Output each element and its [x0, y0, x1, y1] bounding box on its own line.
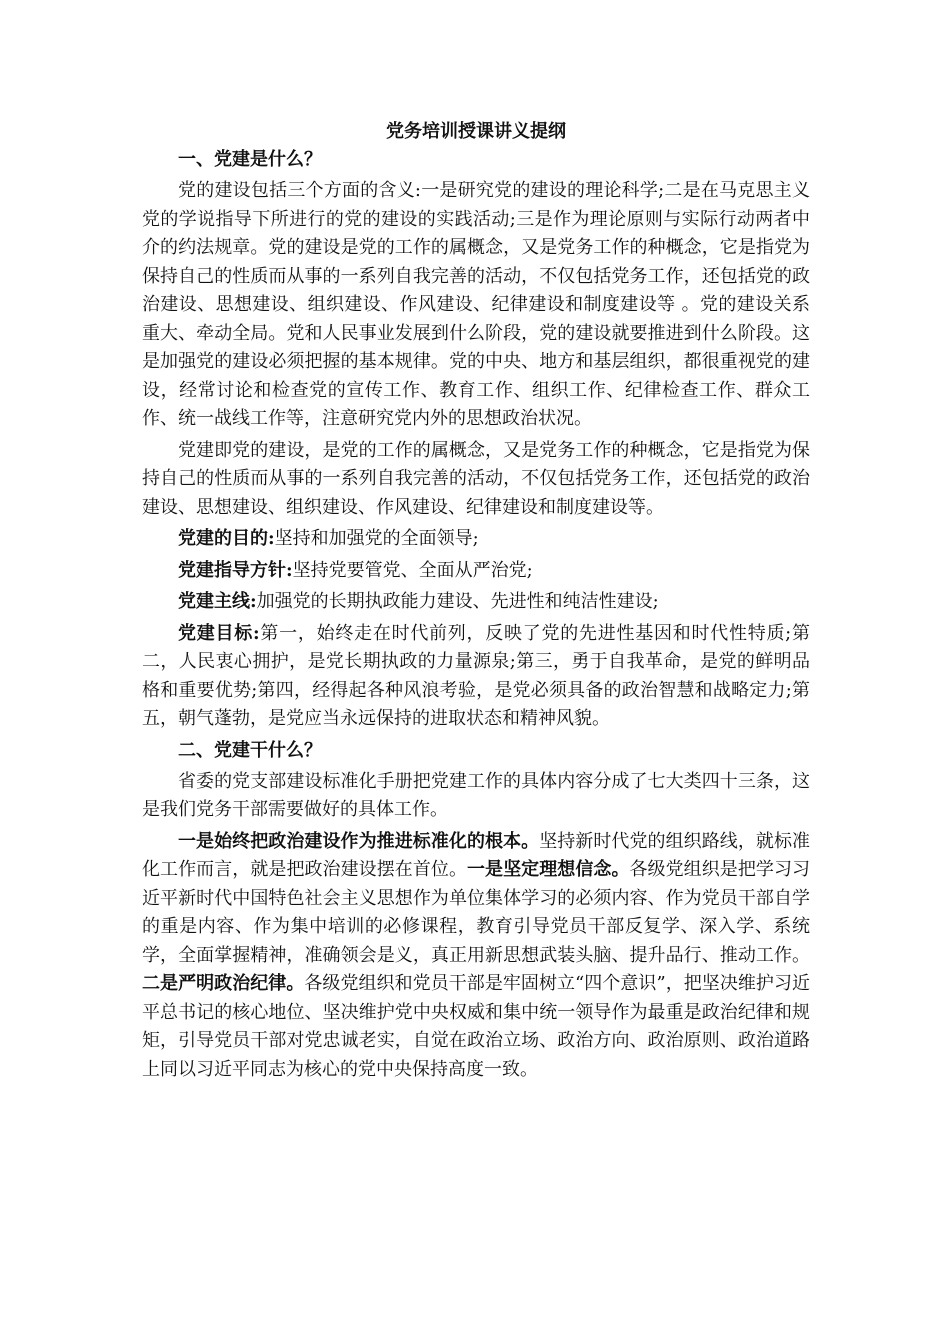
- purpose-label: 党建的目的:: [178, 528, 275, 549]
- discipline-lead: 二是严明政治纪律。: [142, 973, 305, 994]
- political-building-text: 坚持新时代党的组织路线，就标准化工作而言，就是把政治建设摆在首位。: [142, 830, 811, 880]
- section-2-heading: 二、党建干什么？: [178, 739, 322, 761]
- purpose-text: 坚持和加强党的全面领导;: [274, 528, 479, 549]
- mainline-label: 党建主线:: [178, 591, 257, 612]
- section-1-paragraph-1: 党的建设包括三个方面的含义:一是研究党的建设的理论科学;二是在马克思主义党的学说指导下所进行的党的建设的实践活动;三是作为理论原则与实际行动两者中介的约法规章。党的建设是党的工作的属概念，又是党务工作的种概念，它是指党为保持自己的性质而从事的一系列自我完善的活动，不仅包括党务工作，还包括党的政治建设、思想建设、组织建设、作风建设、纪律建设和制度建设等 。党的建设关系重大、牵动全局。党和人民事业发展到什么阶段，党的建设就要推进到什么阶段。这是加强党的建设必须把握的基本规律。党的中央、地方和基层组织，都很重视党的建设，经常讨论和检查党的宣传工作、教育工作、组织工作、纪律检查工作、群众工作、统一战线工作等，注意研究党内外的思想政治状况。: [142, 180, 810, 429]
- document-title: 党务培训授课讲义提纲: [386, 121, 566, 142]
- mainline-paragraph: [142, 588, 810, 617]
- section-1-heading: 一、党建是什么？: [178, 149, 322, 170]
- goal-label: 党建目标:: [178, 622, 260, 644]
- policy-paragraph: [142, 557, 810, 586]
- goal-paragraph: [142, 620, 810, 734]
- ideals-text: 各级党组织是把学习习近平新时代中国特色社会主义思想作为单位集体学习的必须内容、作为党员干部自学的重是内容、作为集中培训的必修课程，教育引导党员干部反复学、深入学、系统学，全面掌握精神，准确领会是义，真正用新思想武装头脑、提升品行、推动工作。: [142, 859, 810, 966]
- policy-text: 坚持党要管党、全面从严治党;: [292, 559, 533, 581]
- section-2-paragraph-1: 省委的党支部建设标准化手册把党建工作的具体内容分成了七大类四十三条，这是我们党务干部需要做好的具体工作。: [142, 770, 810, 820]
- ideals-lead: 一是坚定理想信念。: [467, 859, 630, 880]
- discipline-text: 各级党组织和党员干部是牢固树立“四个意识”，把坚决维护习近平总书记的核心地位、坚决维护党中央权威和集中统一领导作为最重是政治纪律和规矩，引导党员干部对党忠诚老实，自觉在政治立场、政治方向、政治原则、政治道路上同以习近平同志为核心的党中央保持高度一致。: [142, 973, 810, 1080]
- mainline-text: 加强党的长期执政能力建设、先进性和纯洁性建设;: [256, 591, 659, 612]
- goal-text: 第一，始终走在时代前列，反映了党的先进性基因和时代性特质;第二，人民衷心拥护，是党长期执政的力量源泉;第三，勇于自我革命，是党的鲜明品格和重要优势;第四，经得起各种风浪考验，是党必须具备的政治智慧和战略定力;第五，朝气蓬勃，是党应当永远保持的进取状态和精神风貌。: [142, 622, 810, 729]
- political-building-lead: 一是始终把政治建设作为推进标准化的根本。: [178, 830, 540, 852]
- purpose-paragraph: [142, 525, 810, 554]
- policy-label: 党建指导方针:: [178, 559, 293, 581]
- section-2-paragraph-2: [142, 828, 810, 1085]
- document-page: [142, 118, 810, 1087]
- section-1-paragraph-2: 党建即党的建设，是党的工作的属概念，又是党务工作的种概念，它是指党为保持自己的性质而从事的一系列自我完善的活动，不仅包括党务工作，还包括党的政治建设、思想建设、组织建设、作风建设、纪律建设和制度建设等。: [142, 439, 810, 518]
